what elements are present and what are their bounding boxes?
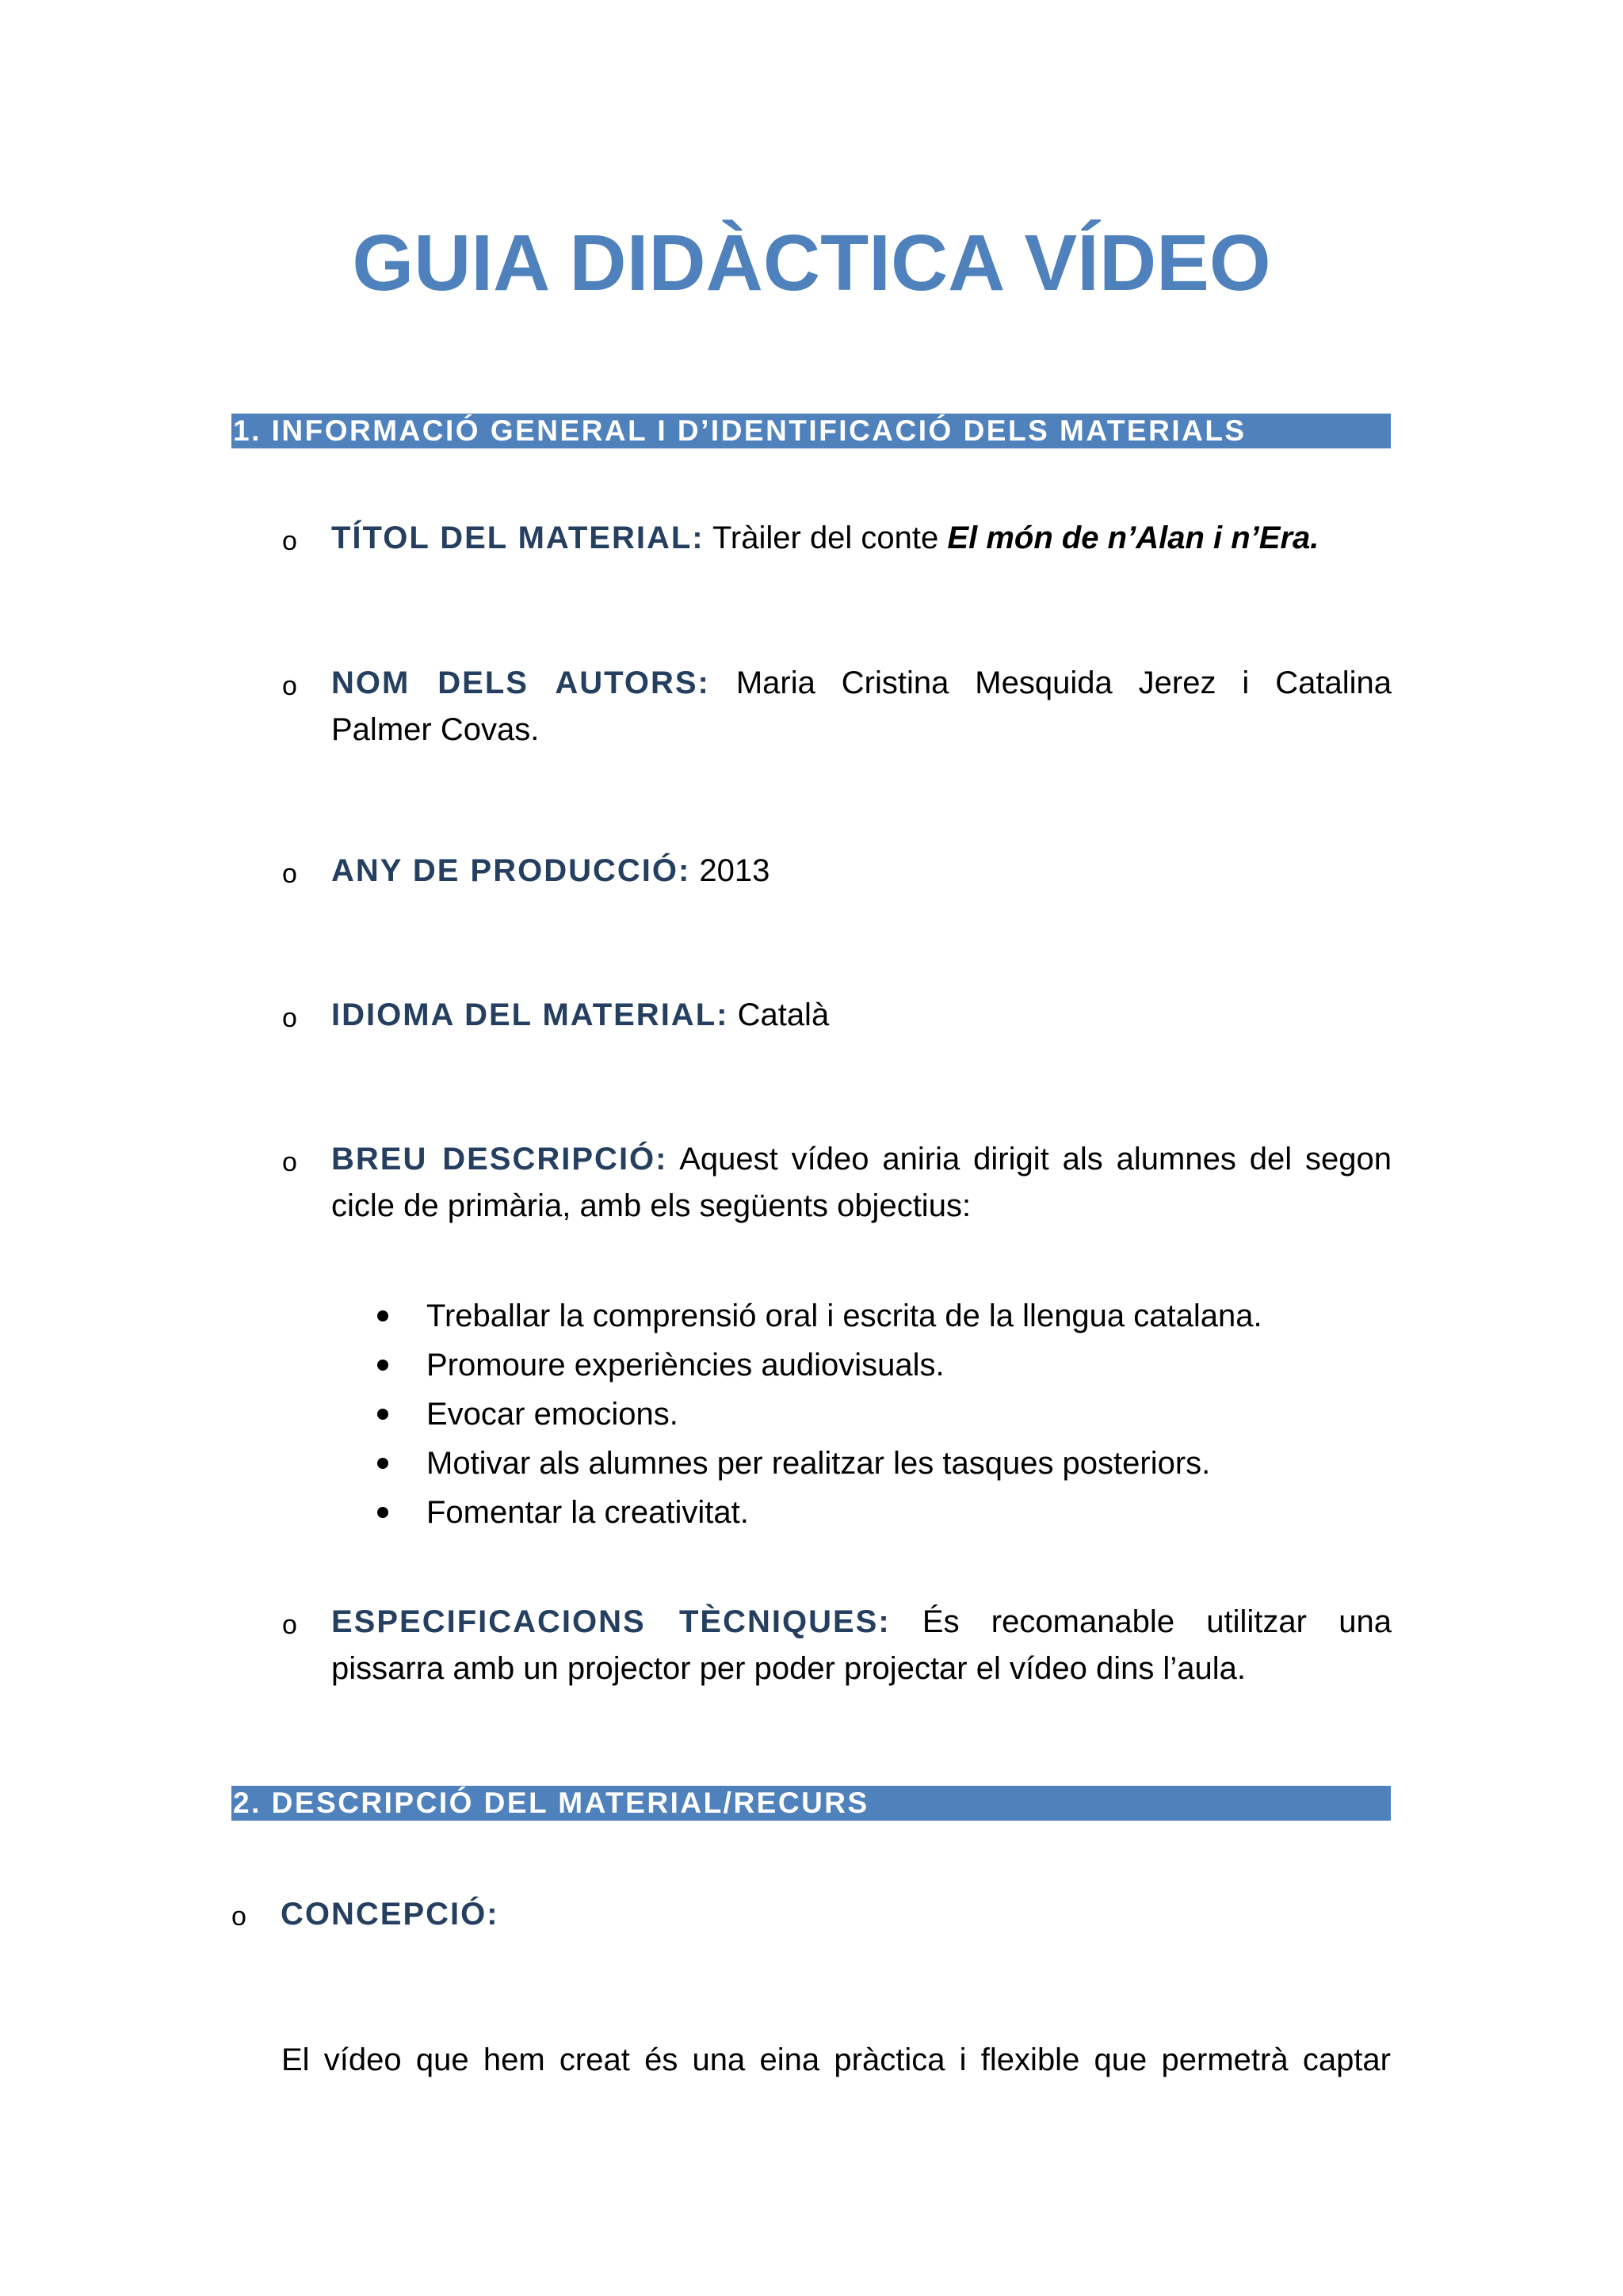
bullet-icon	[377, 1409, 388, 1420]
list-item	[372, 1341, 1392, 1390]
any-label: ANY DE PRODUCCIÓ:	[331, 853, 691, 888]
especificacions-label: ESPECIFICACIONS TÈCNIQUES:	[331, 1604, 891, 1639]
idioma-label: IDIOMA DEL MATERIAL:	[331, 997, 729, 1032]
objective-text: Motivar als alumnes per realitzar les tasques posteriors.	[426, 1446, 1211, 1481]
especificacions-text: És recomanable utilitzar una	[922, 1604, 1392, 1639]
list-marker: o	[282, 1003, 297, 1033]
objectives-list	[372, 1291, 1392, 1537]
paragraph-line: El vídeo que hem creat és una eina pràctica i flexible que permetrà captar	[281, 2042, 1391, 2077]
idioma-text: Català	[728, 997, 830, 1032]
descripcio-line-2: cicle de primària, amb els següents objectius:	[331, 1188, 972, 1223]
bullet-icon	[377, 1360, 388, 1371]
titol-text: Tràiler del conte	[704, 521, 948, 555]
list-item	[372, 1439, 1392, 1488]
bullet-icon	[377, 1310, 388, 1322]
list-item	[372, 1291, 1392, 1341]
objective-text: Fomentar la creativitat.	[426, 1495, 749, 1530]
titol-label: TÍTOL DEL MATERIAL:	[331, 521, 705, 555]
list-marker: o	[282, 671, 297, 701]
descripcio-line-1	[331, 1136, 1392, 1183]
autors-text: Maria Cristina Mesquida Jerez i Catalina	[735, 666, 1392, 700]
autors-label: NOM DELS AUTORS:	[331, 666, 710, 700]
objective-text: Evocar emocions.	[426, 1397, 678, 1432]
autors-line-1	[331, 660, 1392, 707]
especificacions-line-2: pissarra amb un projector per poder projectar el vídeo dins l’aula.	[331, 1651, 1246, 1686]
list-marker: o	[231, 1901, 246, 1932]
objective-text: Treballar la comprensió oral i escrita de la llengua catalana.	[426, 1299, 1262, 1333]
list-marker: o	[282, 1610, 297, 1640]
especificacions-line-1	[331, 1599, 1392, 1646]
any-text: 2013	[690, 853, 770, 888]
list-marker: o	[282, 1147, 297, 1177]
section-1-heading: 1. INFORMACIÓ GENERAL I D’IDENTIFICACIÓ DELS MATERIALS	[231, 414, 1391, 448]
list-marker: o	[282, 526, 297, 556]
objective-text: Promoure experiències audiovisuals.	[426, 1348, 945, 1383]
descripcio-text: Aquest vídeo aniria dirigit als alumnes del segon	[667, 1142, 1392, 1177]
list-marker: o	[282, 859, 297, 889]
concepcio-label: CONCEPCIÓ:	[281, 1897, 499, 1932]
bullet-icon	[377, 1507, 388, 1518]
titol-emphasis: El món de n’Alan i n’Era.	[947, 521, 1319, 555]
concepcio-paragraph	[281, 2036, 1391, 2084]
list-item	[372, 1488, 1392, 1537]
page-title: GUIA DIDÀCTICA VÍDEO	[352, 219, 1271, 307]
descripcio-label: BREU DESCRIPCIÓ:	[331, 1142, 668, 1177]
section-2-heading: 2. DESCRIPCIÓ DEL MATERIAL/RECURS	[231, 1786, 1391, 1821]
autors-line-2: Palmer Covas.	[331, 712, 540, 747]
list-item	[372, 1390, 1392, 1439]
bullet-icon	[377, 1458, 388, 1469]
